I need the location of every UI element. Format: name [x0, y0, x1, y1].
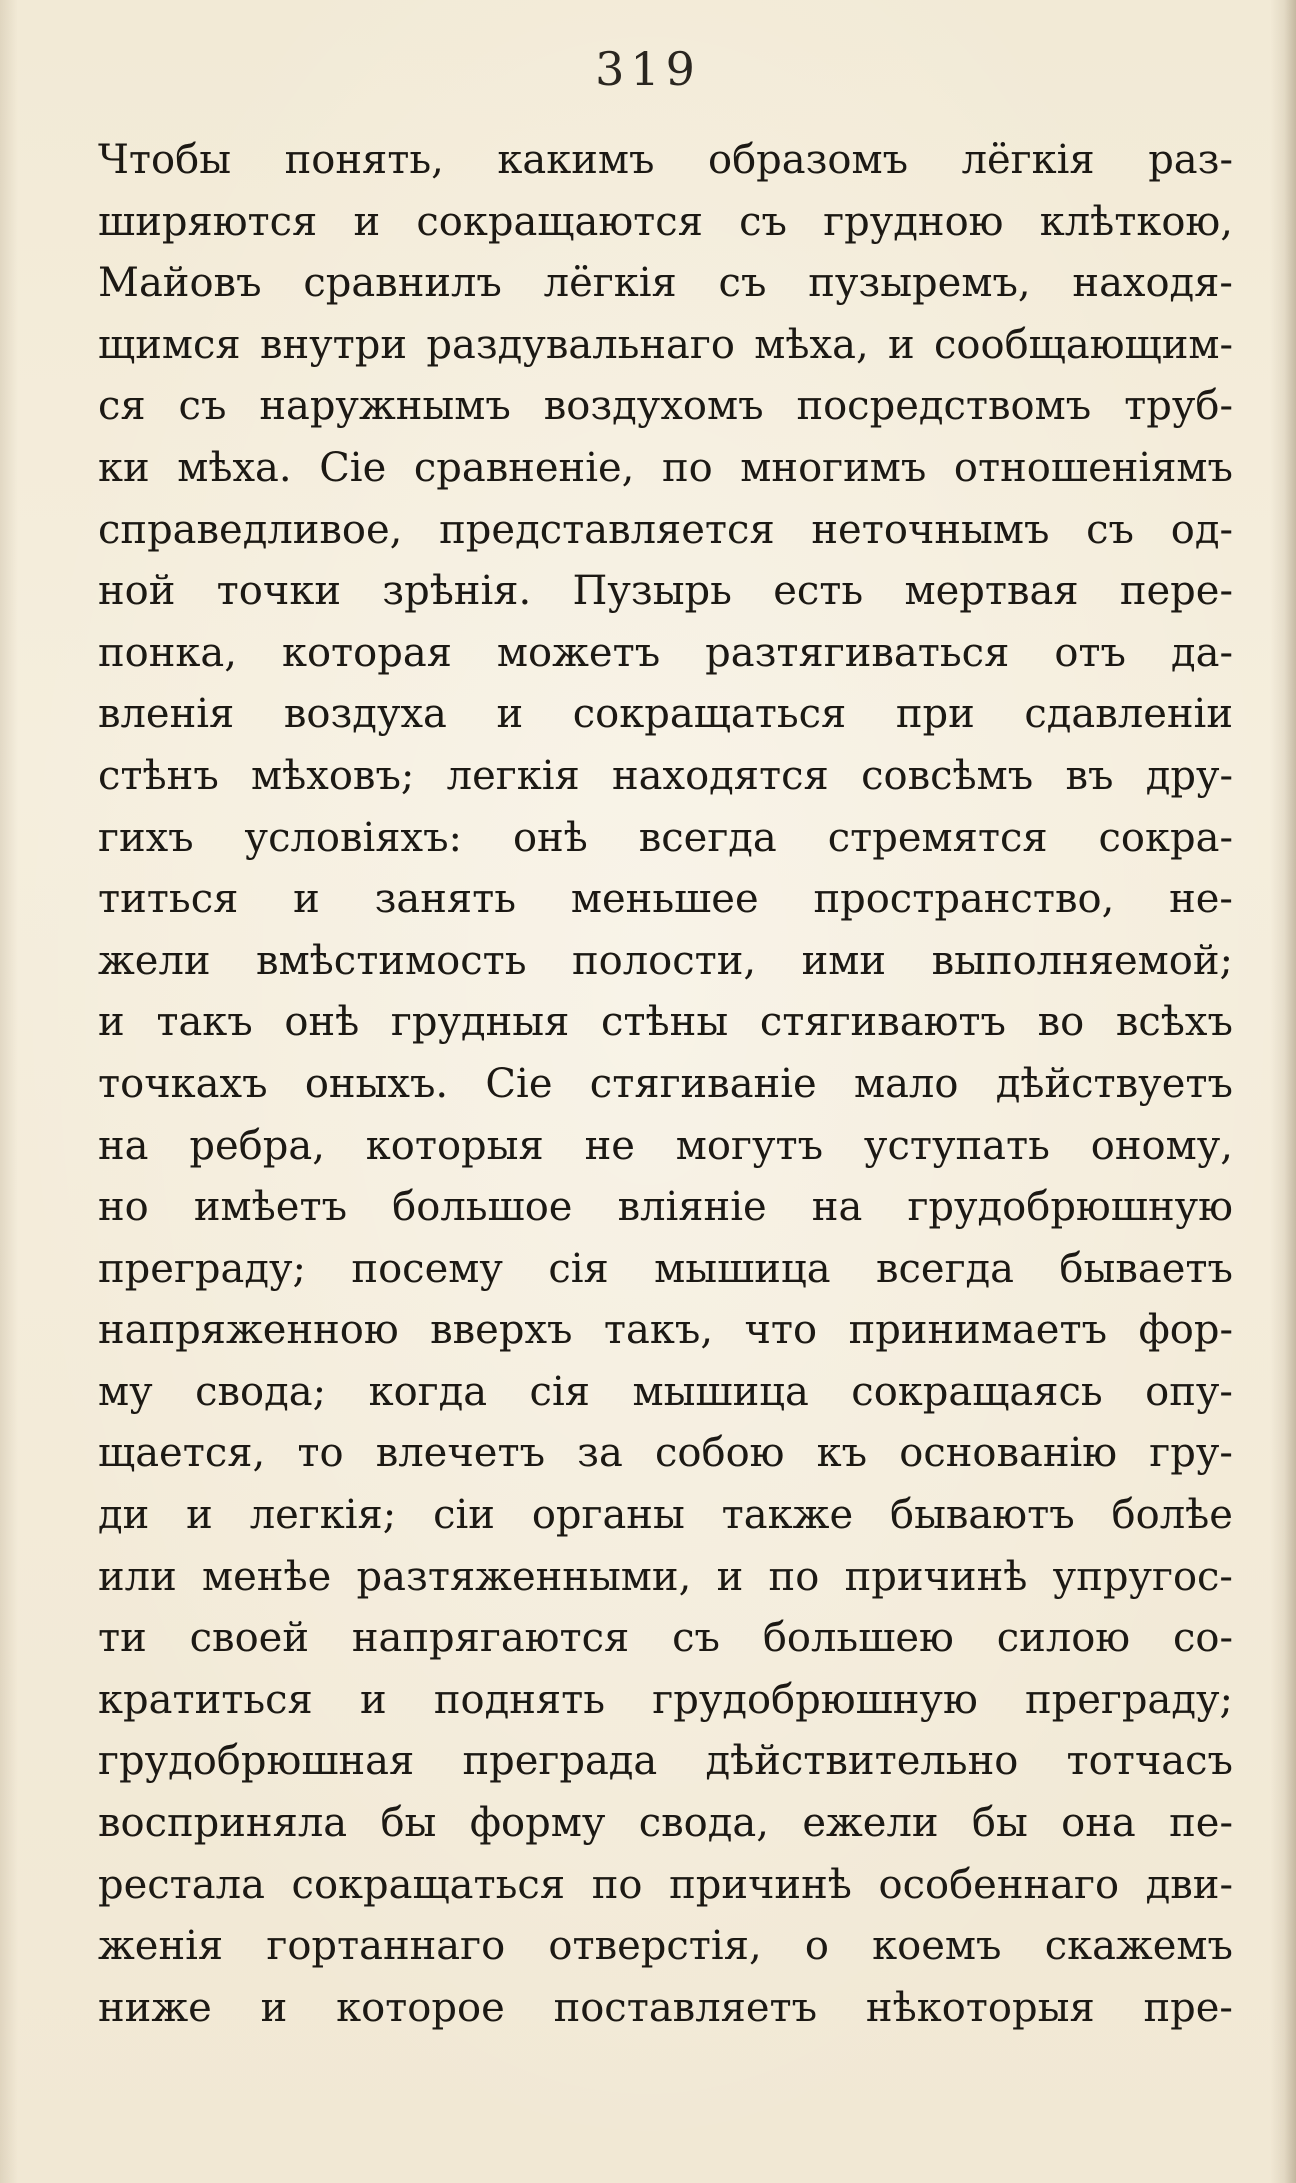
text-line: ной точки зрѣнія. Пузырь есть мертвая пере-: [98, 568, 1233, 615]
text-line: ся съ наружнымъ воздухомъ посредствомъ труб-: [98, 383, 1233, 430]
text-line: рестала сокращаться по причинѣ особеннаго дви-: [98, 1861, 1233, 1908]
text-line: но имѣетъ большое вліяніе на грудобрюшную: [98, 1184, 1233, 1231]
body-text: [98, 130, 1233, 2039]
text-line: преграду; посему сія мышица всегда бываетъ: [98, 1245, 1233, 1292]
text-line: справедливое, представляется неточнымъ съ од-: [98, 506, 1233, 553]
page-gutter-shadow: [1270, 0, 1296, 2183]
text-line: жели вмѣстимость полости, ими выполняемой;: [98, 937, 1233, 984]
text-line: восприняла бы форму свода, ежели бы она пе-: [98, 1800, 1233, 1847]
text-line: точкахъ оныхъ. Сіе стягиваніе мало дѣйствуетъ: [98, 1060, 1233, 1107]
text-line: ширяются и сокращаются съ грудною клѣткою,: [98, 198, 1233, 245]
text-line: Майовъ сравнилъ лёгкія съ пузыремъ, находя-: [98, 260, 1233, 307]
text-line: щимся внутри раздувальнаго мѣха, и сообщающим-: [98, 321, 1233, 368]
text-line: Чтобы понять, какимъ образомъ лёгкія раз-: [98, 137, 1233, 183]
text-line: и такъ онѣ грудныя стѣны стягиваютъ во всѣхъ: [98, 999, 1233, 1046]
text-line: напряженною вверхъ такъ, что принимаетъ фор-: [98, 1307, 1233, 1354]
text-line: титься и занять меньшее пространство, не-: [98, 876, 1233, 923]
text-line: вленія воздуха и сокращаться при сдавленіи: [98, 691, 1233, 738]
text-line: ди и легкія; сіи органы также бываютъ болѣе: [98, 1492, 1233, 1539]
text-line: кратиться и поднять грудобрюшную преграду;: [98, 1676, 1233, 1723]
text-line: щается, то влечетъ за собою къ основанію гру-: [98, 1430, 1233, 1477]
text-line: ниже и которое поставляетъ нѣкоторыя пре-: [98, 1984, 1233, 2031]
page-number: 319: [595, 42, 701, 96]
text-line: ти своей напрягаются съ большею силою со-: [98, 1615, 1233, 1662]
text-line: гихъ условіяхъ: онѣ всегда стремятся сокра-: [98, 814, 1233, 861]
text-line: понка, которая можетъ разтягиваться отъ да-: [98, 629, 1233, 676]
text-line: ки мѣха. Сіе сравненіе, по многимъ отношеніямъ: [98, 444, 1233, 491]
text-line: на ребра, которыя не могутъ уступать оному,: [98, 1122, 1233, 1169]
text-line: му свода; когда сія мышица сокращаясь опу-: [98, 1368, 1233, 1415]
text-line: стѣнъ мѣховъ; легкія находятся совсѣмъ въ дру-: [98, 752, 1233, 799]
text-line: или менѣе разтяженными, и по причинѣ упругос-: [98, 1553, 1233, 1600]
text-line: женія гортаннаго отверстія, о коемъ скажемъ: [98, 1923, 1233, 1970]
text-line: грудобрюшная преграда дѣйствительно тотчасъ: [98, 1738, 1233, 1785]
page-left-edge: [0, 0, 18, 2183]
